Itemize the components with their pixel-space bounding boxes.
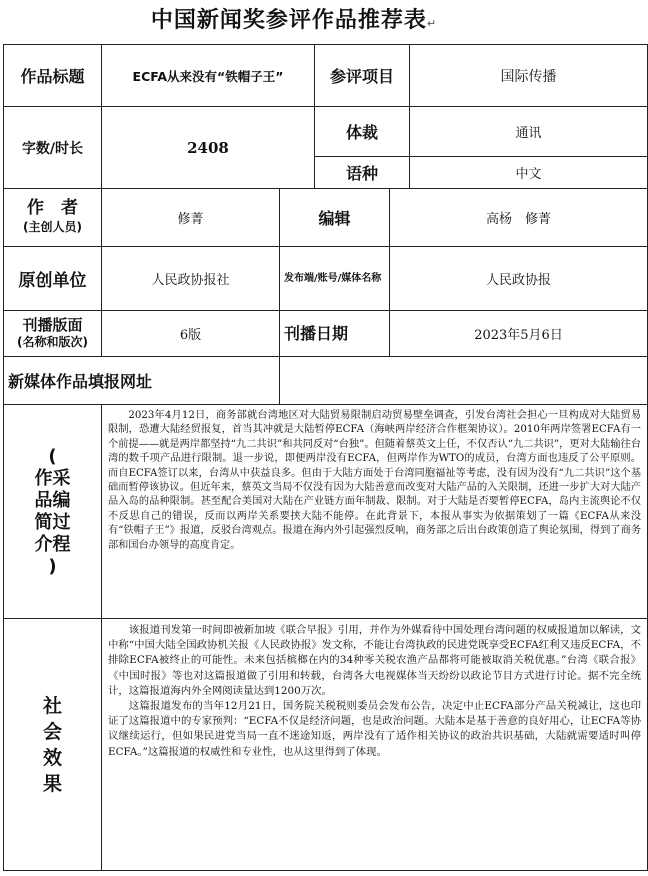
- entry-item-label: 参评项目: [315, 45, 410, 107]
- word-count-value: 2408: [102, 107, 315, 189]
- genre-value: 通讯: [410, 107, 648, 157]
- work-title-value: ECFA从来没有“铁帽子王”: [102, 45, 315, 107]
- intro-label-char: 品编: [34, 489, 71, 511]
- word-count-label: 字数/时长: [4, 107, 102, 189]
- effect-paragraph-2: 这篇报道发布的当年12月21日，国务院关税税则委员会发布公告，决定中止ECFA部分产品关税减让，这也印证了这篇报道中的专家预判：“ECFA不仅是经济问题，也是政治问题。大陆本是基于善意的良好用心，让ECFA等协议继续运行，但如果民进党当局一直不迷途知返，两岸没有了适作相关协议的政治共识基础，大陆就需要适时叫停ECFA。”这篇报道的权威性和专业性，也从这里得到了体现。: [108, 700, 642, 758]
- row-page: [4, 311, 648, 357]
- language-label: 语种: [315, 157, 410, 189]
- author-sub-label: (主创人员): [23, 219, 82, 234]
- author-label: [4, 189, 102, 247]
- effect-paragraph-1: 该报道刊发第一时间即被新加坡《联合早报》引用，并作为外媒看待中国处理台湾问题的权威报道加以解读，文中称“中国大陆全国政协机关报《人民政协报》发文称，不能让台湾执政的民进党既享受ECFA红利又违反ECFA，不排除ECFA被终止的可能性。未来包括槟榔在内的34种零关税农渔产品都将可能被取消关税优惠。”台湾《联合报》《中国时报》等也对这篇报道做了引用和转载，台湾各大电视媒体当天纷纷以政论节目方式进行讨论。据不完全统计，这篇报道海内外全网阅读量达到1200万次。: [108, 624, 642, 697]
- row-title: [4, 45, 648, 107]
- intro-text-cell: [102, 405, 648, 619]
- editor-value: 高杨 修菁: [390, 189, 648, 247]
- paragraph-mark: ↵: [426, 17, 438, 30]
- effect-label-char: 果: [42, 772, 62, 795]
- row-author: [4, 189, 648, 247]
- effect-text-cell: [102, 619, 648, 871]
- newmedia-url-value[interactable]: [280, 357, 648, 405]
- effect-label: [4, 619, 102, 871]
- page-title-text: 中国新闻奖参评作品推荐表: [150, 8, 427, 33]
- effect-label-char: 社: [42, 694, 62, 717]
- intro-paragraph: 2023年4月12日，商务部就台湾地区对大陆贸易限制启动贸易壁垒调查，引发台湾社会担心一旦构成对大陆贸易限制，恐遭大陆经贸报复，首当其冲就是大陆暂停ECFA（海峡两岸经济合作框架协议）。2010年两岸签署ECFA有一个前提——就是两岸都坚持“九二共识”和共同反对“台独”。但随着蔡英文上任，不仅否认“九二共识”，更对大陆输往台湾的数千项产品进行限制。退一步说，即便两岸没有ECFA，但两岸作为WTO的成员，台湾方面也违反了公平原则。而自ECFA签订以来，台湾从中获益良多。但由于大陆方面处于台湾同胞福祉等考虑，没有因为没有“九二共识”这个基础而暂停该协议。但近年来，蔡英文当局不仅没有因为大陆善意而改变对大陆产品的入关限制，还进一步扩大对大陆产品入岛的品种限制。甚至配合美国对大陆在产业链方面年制裁、限制。对于大陆是否要暂停ECFA，岛内主流舆论不仅不反思自己的错误，反而以两岸关系要挟大陆不能停。在此背景下，本报从事实为依据策划了一篇《ECFA从来没有“铁帽子王”》报道，反驳台湾观点。报道在海内外引起强烈反响，商务部之后出台政策创造了舆论氛围，得到了商务部和国台办领导的高度肯定。: [108, 410, 642, 551]
- effect-label-char: 会: [42, 720, 62, 743]
- genre-label: 体裁: [315, 107, 410, 157]
- row-intro: [4, 405, 648, 619]
- date-value: 2023年5月6日: [390, 311, 648, 357]
- intro-label-char: 简过: [34, 511, 71, 533]
- row-newmedia: [4, 357, 648, 405]
- row-effect: [4, 619, 648, 871]
- work-title-label: 作品标题: [4, 45, 102, 107]
- platform-value: 人民政协报: [390, 247, 648, 311]
- row-words: [4, 107, 648, 157]
- date-label: 刊播日期: [280, 311, 390, 357]
- intro-label-char: (: [48, 445, 57, 467]
- newmedia-url-label: 新媒体作品填报网址: [4, 357, 280, 405]
- entry-item-value: 国际传播: [410, 45, 648, 107]
- intro-label-char: 介程: [34, 533, 71, 555]
- author-value: 修菁: [102, 189, 280, 247]
- language-value: 中文: [410, 157, 648, 189]
- recommendation-form: [3, 44, 648, 871]
- platform-label: 发布端/账号/媒体名称: [280, 247, 390, 311]
- origin-unit-value: 人民政协报社: [102, 247, 280, 311]
- row-unit: [4, 247, 648, 311]
- page-sub-label: (名称和版次): [17, 334, 88, 349]
- page-label: [4, 311, 102, 357]
- editor-label: 编辑: [280, 189, 390, 247]
- effect-label-char: 效: [42, 746, 62, 769]
- author-label-text: 作 者: [27, 197, 78, 218]
- intro-label-char: ): [48, 555, 57, 577]
- intro-label-char: 作采: [34, 467, 71, 489]
- page-label-text: 刊播版面: [22, 315, 83, 334]
- page-value: 6版: [102, 311, 280, 357]
- page-title: [0, 3, 588, 34]
- origin-unit-label: 原创单位: [4, 247, 102, 311]
- intro-label: [4, 405, 102, 619]
